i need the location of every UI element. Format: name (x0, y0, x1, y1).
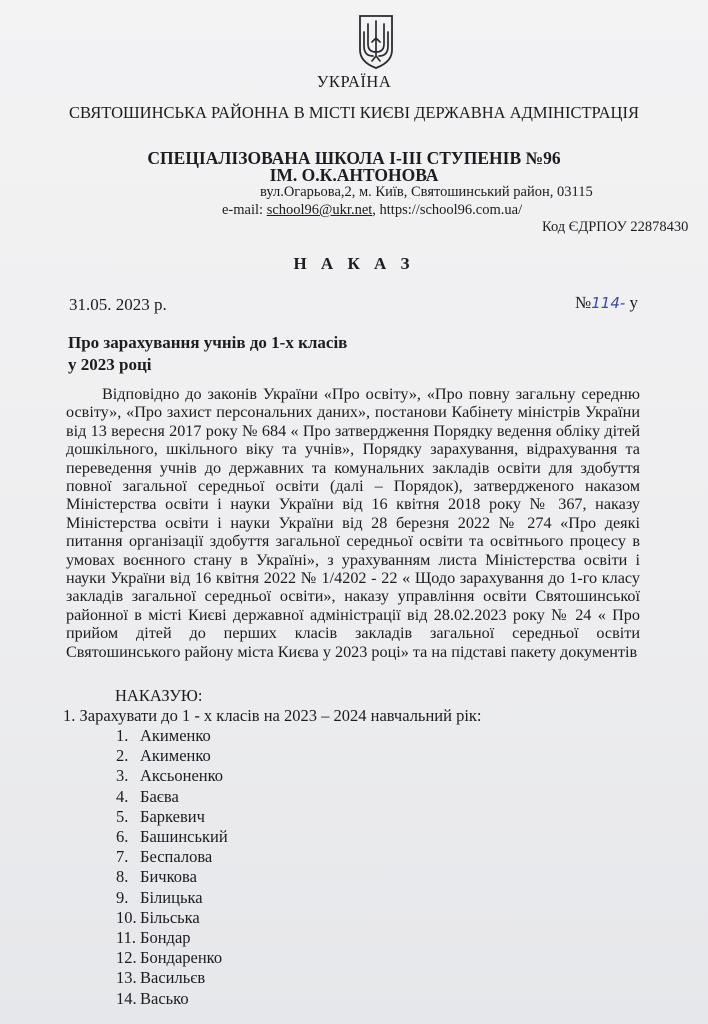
student-name: Більська (140, 907, 200, 927)
student-name: Башинський (140, 827, 228, 847)
student-name: Акименко (140, 726, 211, 745)
student-number: 7. (116, 847, 129, 867)
student-list (116, 726, 228, 1009)
document-type: Н А К А З (293, 254, 415, 273)
student-list-item (116, 948, 228, 968)
student-list-item (116, 746, 228, 766)
student-list-item (116, 807, 228, 827)
trident-emblem-icon (355, 12, 397, 70)
document-number (575, 293, 638, 313)
preamble-paragraph: Відповідно до законів України «Про освіту», «Про повну загальну середню освіту», «Про захист персональних даних», постанови Кабінету міністрів України від 13 вересня 2017 року № 684 « Про затвердження Порядку ведення обліку дітей дошкільного, шкільного віку та учнів», Порядку зарахування, відрахування та переведення учнів до державних та комунальних закладів освіти для здобуття повної загальної середньої освіти (далі – Порядок), затвердженого наказом Міністерства освіти і науки України від 16 квітня 2018 року № 367, наказу Міністерства освіти і науки України від 28 березня 2022 № 274 «Про деякі питання організації здобуття загальної середньої освіти та освітнього процесу в умовах воєнного стану в Україні», з урахуванням листа Міністерства освіти і науки України від 16 квітня 2022 № 1/4202 - 22 « Щодо зарахування до 1-го класу закладів загальної середньої освіти», наказу управління освіти Святошинської районної в місті Києві державної адміністрації від 28.02.2023 року № 24 « Про прийом дітей до перших класів закладів загальної середньої освіти Святошинського району міста Києва у 2023 році» та на підставі пакету документів (66, 385, 640, 661)
student-name: Васильєв (140, 968, 206, 988)
student-number: 5. (116, 806, 129, 826)
student-list-item (116, 908, 228, 928)
student-list-item (116, 827, 228, 847)
number-handwritten: 114- (591, 294, 626, 312)
student-number: 1. (116, 726, 129, 745)
subject-line-2: у 2023 році (68, 355, 152, 374)
student-list-item (116, 928, 228, 948)
student-number: 10. (116, 907, 137, 927)
student-name: Аксьоненко (140, 766, 224, 786)
school-name: СПЕЦІАЛІЗОВАНА ШКОЛА І-ІІІ СТУПЕНІВ №96 (147, 148, 561, 168)
student-name: Бичкова (140, 867, 197, 887)
subject-line-1: Про зарахування учнів до 1-х класів (68, 333, 348, 352)
administration-name: СВЯТОШИНСЬКА РАЙОННА В МІСТІ КИЄВІ ДЕРЖАВНА АДМІНІСТРАЦІЯ (69, 103, 639, 122)
student-number: 12. (116, 948, 137, 968)
student-list-item (116, 968, 228, 988)
student-list-item (116, 888, 228, 908)
student-number: 13. (116, 968, 137, 988)
student-number: 4. (116, 786, 129, 806)
student-number: 14. (116, 988, 137, 1008)
number-suffix: у (625, 293, 639, 312)
student-name: Акименко (140, 746, 211, 766)
decree-heading: НАКАЗУЮ: (115, 686, 203, 705)
student-list-item (116, 726, 228, 746)
website-link[interactable]: , https://school96.com.ua/ (372, 202, 523, 218)
student-list-item (116, 867, 228, 887)
student-number: 9. (116, 887, 129, 907)
edrpou-code: Код ЄДРПОУ 22878430 (542, 219, 689, 235)
student-name: Баєва (140, 786, 179, 806)
number-prefix: № (575, 293, 592, 312)
contact-line (222, 202, 522, 219)
document-date: 31.05. 2023 р. (69, 295, 167, 314)
student-list-item (116, 847, 228, 867)
student-name: Бондар (140, 928, 191, 948)
school-name-honorific: ІМ. О.К.АНТОНОВА (269, 165, 439, 185)
email-link[interactable]: school96@ukr.net (266, 202, 373, 218)
student-number: 11. (116, 928, 137, 948)
email-label: e-mail: (222, 202, 267, 218)
student-number: 3. (116, 766, 129, 786)
student-number: 8. (116, 867, 129, 887)
student-list-item (116, 989, 228, 1009)
student-list-item (116, 766, 228, 786)
student-name: Баркевич (140, 806, 205, 826)
order-item-1: 1. Зарахувати до 1 - х класів на 2023 – 2024 навчальний рік: (63, 706, 482, 725)
student-number: 6. (116, 827, 129, 847)
student-name: Беспалова (140, 847, 213, 867)
student-name: Бондаренко (140, 948, 223, 968)
student-name: Васько (140, 988, 189, 1008)
country-name: УКРАЇНА (316, 72, 392, 91)
student-list-item (116, 787, 228, 807)
student-number: 2. (116, 746, 129, 766)
school-address: вул.Огарьова,2, м. Київ, Святошинський район, 03115 (260, 184, 593, 200)
student-name: Білицька (140, 887, 203, 907)
